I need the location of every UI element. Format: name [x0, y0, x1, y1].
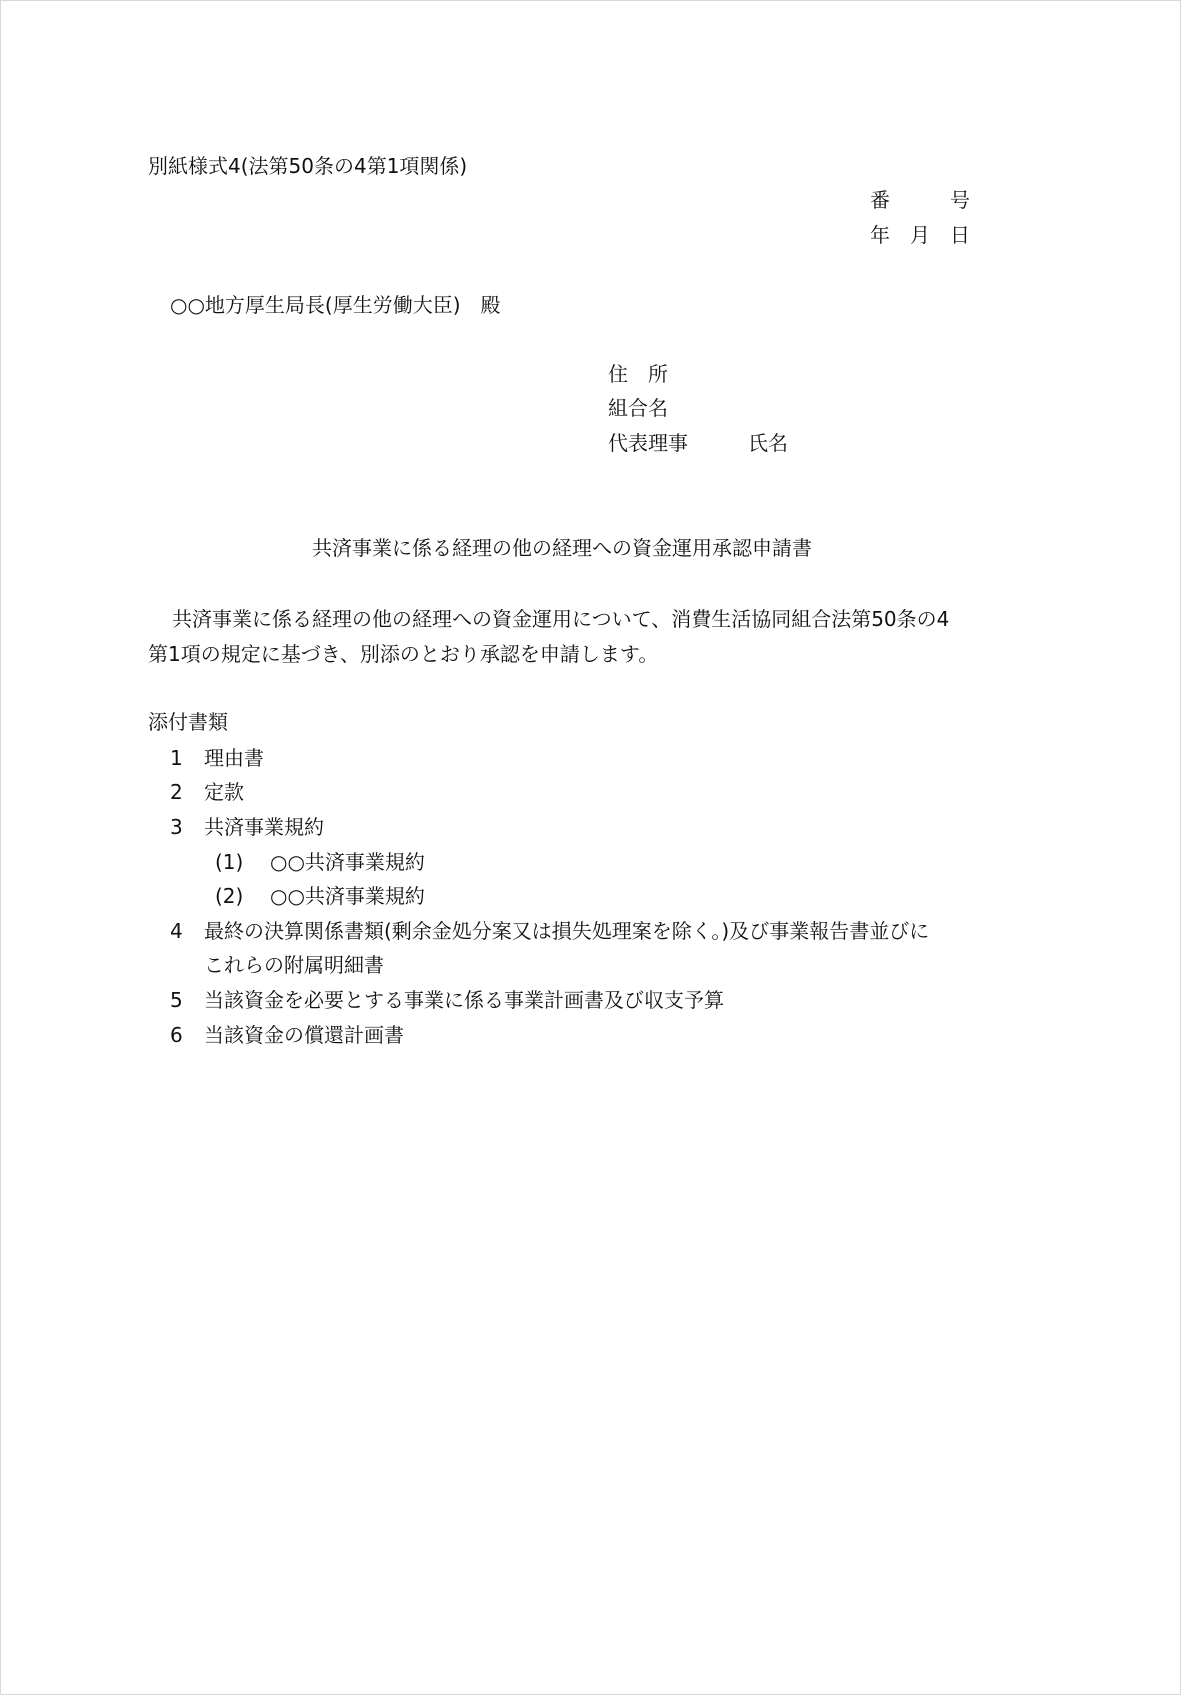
attachment-item-1-text: 理由書 — [204, 746, 264, 770]
addressee: ○○地方厚生局長(厚生労働大臣) 殿 — [170, 293, 501, 317]
attachment-item-5-text: 当該資金を必要とする事業に係る事業計画書及び収支予算 — [204, 988, 724, 1012]
attachment-item-4-continuation: これらの附属明細書 — [204, 953, 384, 977]
attachment-item-6-text: 当該資金の償還計画書 — [204, 1023, 404, 1047]
attachment-item-2-text: 定款 — [204, 780, 244, 804]
attachment-subitem-2-number: (2) — [215, 884, 244, 908]
attachment-item-6-number: 6 — [170, 1023, 183, 1047]
attachment-item-4-number: 4 — [170, 919, 183, 943]
attachment-item-4-text: 最終の決算関係書類(剰余金処分案又は損失処理案を除く。)及び事業報告書並びに — [204, 919, 930, 943]
attachment-item-2-number: 2 — [170, 780, 183, 804]
attachments-heading: 添付書類 — [148, 710, 228, 734]
document-title: 共済事業に係る経理の他の経理への資金運用承認申請書 — [312, 536, 812, 560]
attachment-item-5-number: 5 — [170, 988, 183, 1012]
applicant-union-name-label: 組合名 — [608, 396, 668, 420]
document-date-line: 年 月 日 — [870, 223, 970, 247]
applicant-representative-label: 代表理事 氏名 — [608, 431, 788, 455]
attachment-item-3-text: 共済事業規約 — [204, 815, 324, 839]
attachment-subitem-1-text: ○○共済事業規約 — [270, 850, 425, 874]
document-number-line: 番 号 — [870, 188, 970, 212]
attachment-item-3-number: 3 — [170, 815, 183, 839]
body-text-line-1: 共済事業に係る経理の他の経理への資金運用について、消費生活協同組合法第50条の4 — [172, 607, 950, 631]
attachment-item-1-number: 1 — [170, 746, 183, 770]
applicant-address-label: 住 所 — [608, 362, 668, 386]
body-text-line-2: 第1項の規定に基づき、別添のとおり承認を申請します。 — [148, 642, 659, 666]
attachment-subitem-1-number: (1) — [215, 850, 244, 874]
attachment-subitem-2-text: ○○共済事業規約 — [270, 884, 425, 908]
form-label: 別紙様式4(法第50条の4第1項関係) — [148, 154, 468, 178]
